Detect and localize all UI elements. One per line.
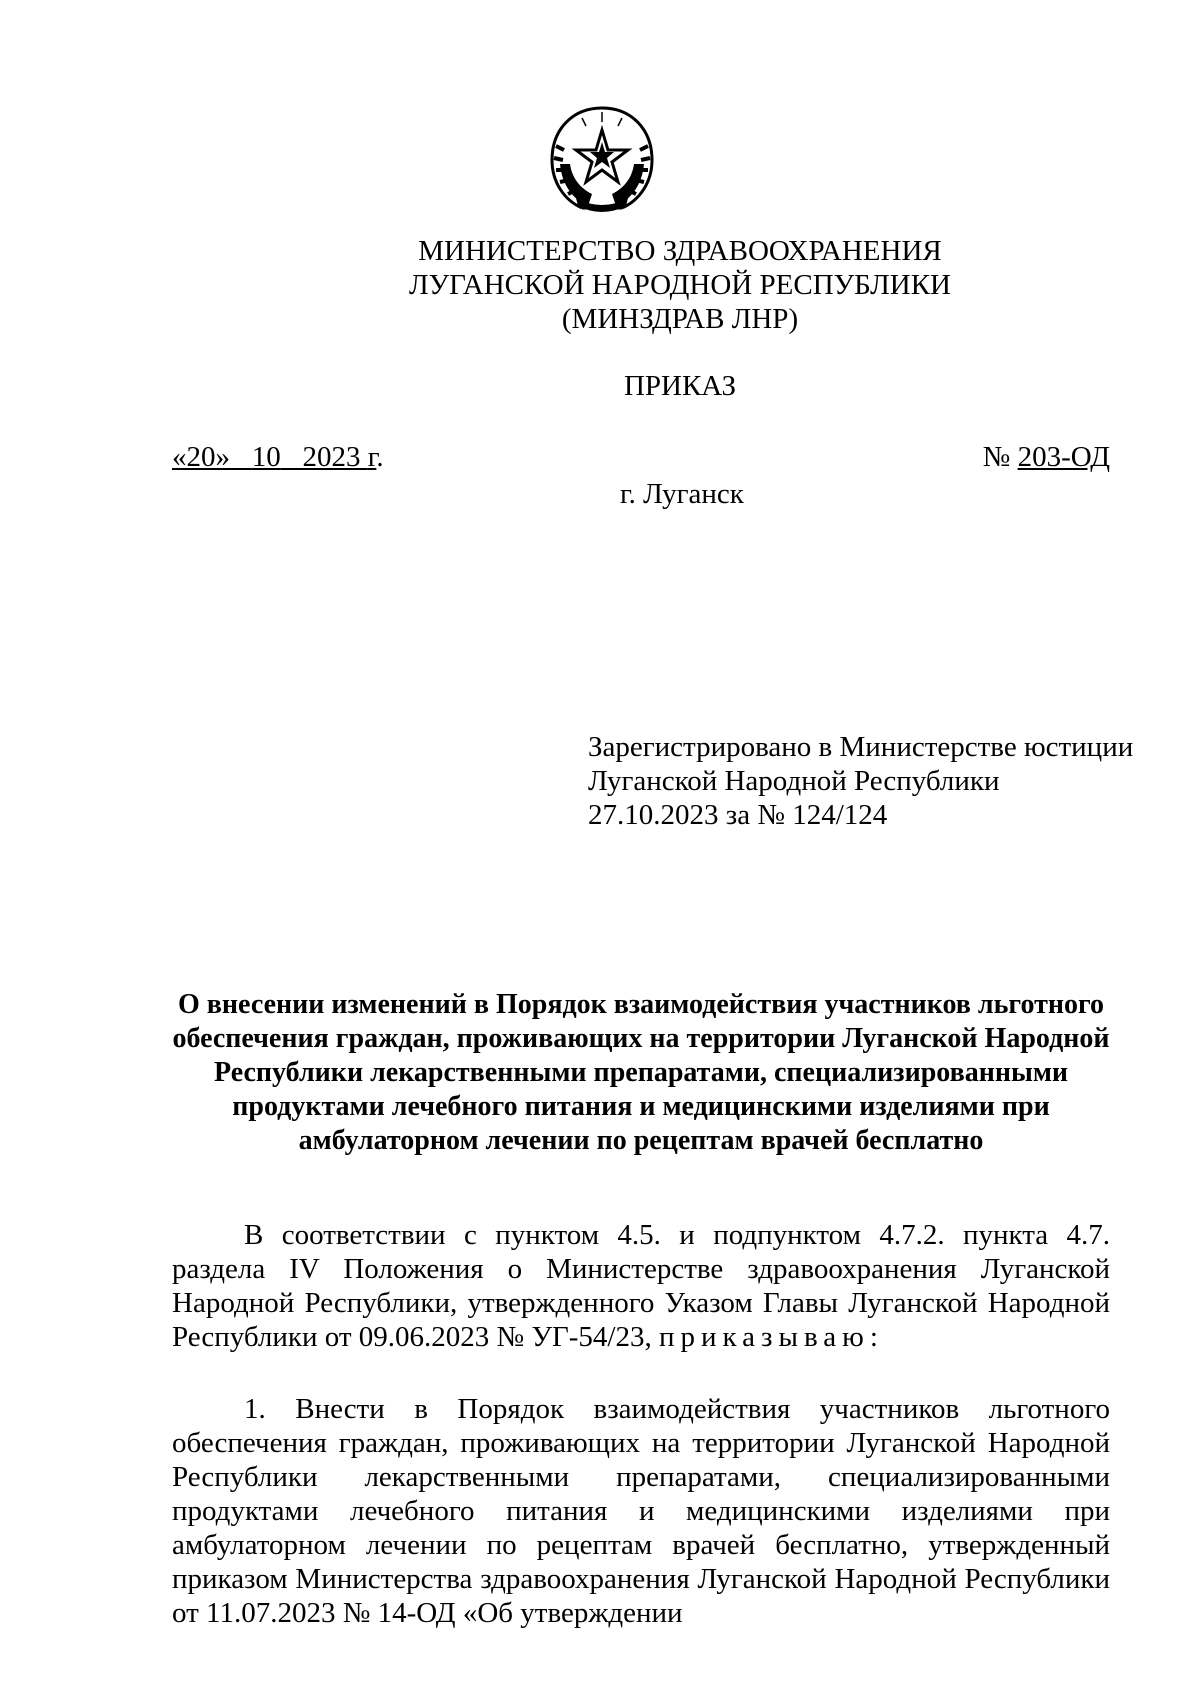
date-day: «20» [172, 441, 230, 473]
date-suffix: г [367, 441, 377, 473]
ministry-line-3: (МИНЗДРАВ ЛНР) [561, 303, 799, 335]
registration-block [588, 730, 1133, 832]
registration-line-3: 27.10.2023 за № 124/124 [588, 799, 888, 831]
paragraph-1-command: приказываю: [658, 1321, 884, 1353]
ministry-line-2: ЛУГАНСКОЙ НАРОДНОЙ РЕСПУБЛИКИ [408, 269, 951, 301]
order-subject: О внесении изменений в Порядок взаимодействия участников льготного обеспечения граждан, проживающих на территории Луганской Народной Республики лекарственными препаратами, специализированными продуктами лечебного питания и медицинскими изделиями при амбулаторном лечении по рецептам врачей бесплатно [172, 989, 1110, 1156]
ministry-header [80, 234, 1200, 336]
registration-line-2: Луганской Народной Республики [588, 765, 1000, 797]
number-prefix: № [982, 441, 1011, 473]
registration-line-1: Зарегистрировано в Министерстве юстиции [588, 731, 1134, 763]
ministry-line-1: МИНИСТЕРСТВО ЗДРАВООХРАНЕНИЯ [418, 235, 942, 267]
body-paragraph-2: 1. Внести в Порядок взаимодействия участников льготного обеспечения граждан, проживающих на территории Луганской Народной Республики лекарственными препаратами, специализированными продуктами лечебного питания и медицинскими изделиями при амбулаторном лечении по рецептам врачей бесплатно, утвержденный приказом Министерства здравоохранения Луганской Народной Республики от 11.07.2023 № 14-ОД «Об утверждении [172, 1393, 1110, 1629]
order-number [983, 441, 1110, 474]
coat-of-arms-icon [542, 102, 662, 218]
date-month: 10 [251, 441, 281, 473]
order-date: «20» 10 2023 г. [172, 441, 384, 473]
city: г. Луганск [620, 478, 744, 510]
date-year: 2023 [302, 441, 361, 473]
body-paragraph-1 [172, 1218, 1110, 1354]
paragraph-1-text: В соответствии с пунктом 4.5. и подпунктом 4.7.2. пункта 4.7. раздела IV Положения о Министерстве здравоохранения Луганской Народной Республики, утвержденного Указом Главы Луганской Народной Республики от 09.06.2023 № УГ-54/23, [172, 1219, 1110, 1353]
order-title: ПРИКАЗ [623, 370, 737, 402]
number-value: 203-ОД [1017, 441, 1110, 473]
